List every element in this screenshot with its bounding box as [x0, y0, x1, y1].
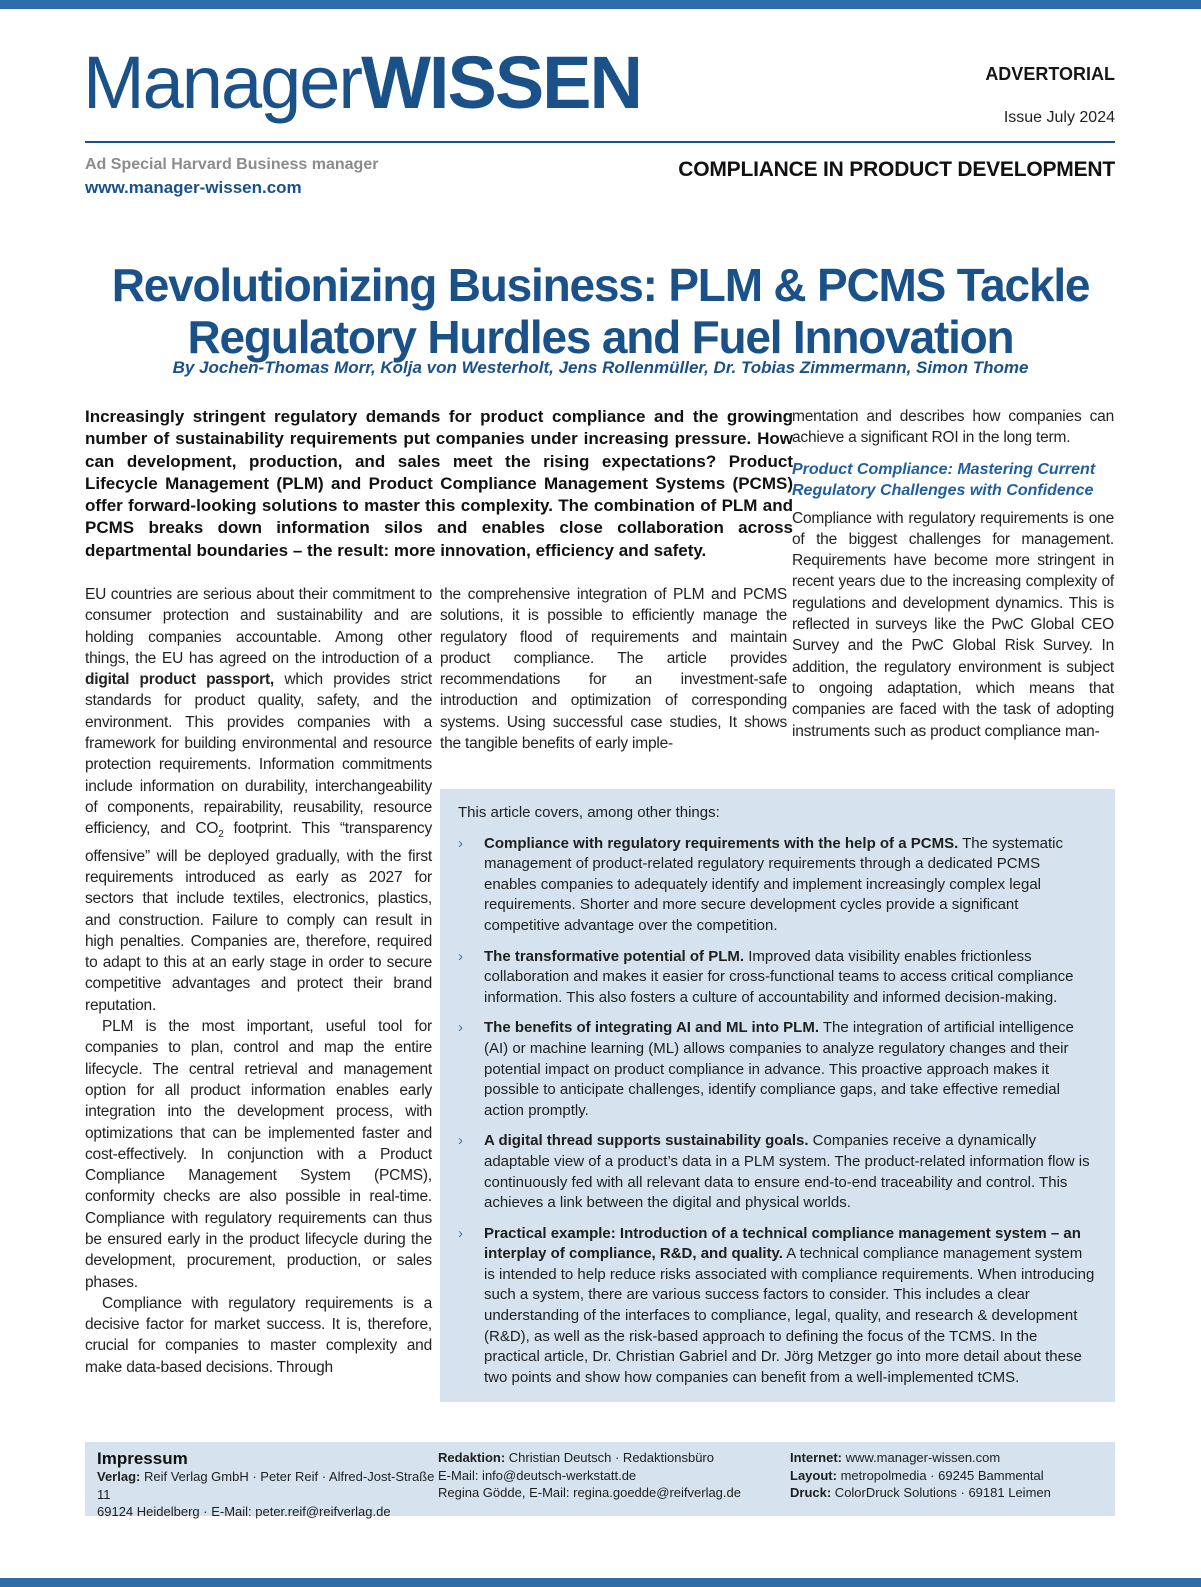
website-link[interactable]: www.manager-wissen.com — [85, 178, 302, 197]
impressum-line — [438, 1449, 790, 1467]
body-paragraph: mentation and describes how companies can achieve a significant ROI in the long term. — [792, 408, 1114, 447]
article-title — [0, 259, 1201, 363]
summary-box-intro: This article covers, among other things: — [458, 804, 720, 821]
intro-paragraph: Increasingly stringent regulatory demands for product compliance and the growing number of sustainability requirements put companies under increasing pressure. How can development, production, and sales meet the rising expectations? Product Lifecycle Management (PLM) and Product Compliance Management Systems (PCMS) offer forward-looking solutions to master this complexity. The combination of PLM and PCMS breaks down information silos and enables close collaboration across departmental boundaries – the result: more innovation, efficiency and safety. — [85, 407, 793, 560]
impressum-publisher-column — [97, 1449, 438, 1520]
list-item — [458, 947, 1095, 1009]
impressum-label: Druck: — [790, 1485, 832, 1501]
bullet-body: The systematic management of product-related regulatory requirements through a dedicated PCMS enables companies to adequately identify and implement increasingly complex legal requirements. Shorter and more secure development cycles provide a significant competitive advantage over the competition. — [484, 834, 1064, 934]
bullet-body: Companies receive a dynamically adaptable view of a product’s data in a PLM system. The product-related information flow is continuously fed with all relevant data to ensure end-to-end traceability and control. This achieves a link between the digital and physical worlds. — [484, 1132, 1090, 1212]
bullet-text — [484, 1131, 1095, 1213]
column-middle — [440, 584, 787, 754]
impressum-line — [790, 1449, 1103, 1467]
impressum-footer — [85, 1442, 1115, 1520]
logo-text-manager: Manager — [83, 41, 362, 124]
ad-special-label: Ad Special Harvard Business manager — [85, 156, 379, 173]
masthead-divider — [85, 141, 1115, 143]
impressum-value: www.manager-wissen.com — [842, 1450, 1001, 1465]
text-run: EU countries are serious about their commitment to consumer protection and sustainability and are holding companies accountable. Among other things, the EU has agreed on the introduction of a — [85, 586, 432, 667]
list-item — [458, 1224, 1095, 1389]
impressum-value: Christian Deutsch · Redaktionsbüro — [505, 1450, 714, 1465]
text-run: which provides strict standards for product quality, safety, and the environment. This provides companies with a framework for building environmental and resource protection requirements. Information commitments include information on durability, interchangeability of components, repairability, reusability, resource efficiency, and CO — [85, 671, 433, 838]
impressum-line: Regina Gödde, E-Mail: regina.goedde@reifverlag.de — [438, 1485, 741, 1501]
bullet-text — [484, 947, 1095, 1009]
impressum-line — [790, 1467, 1103, 1485]
impressum-heading: Impressum — [97, 1449, 188, 1468]
article-title-line1: Revolutionizing Business: PLM & PCMS Tackle — [111, 258, 1090, 311]
section-title: COMPLIANCE IN PRODUCT DEVELOPMENT — [678, 158, 1115, 181]
list-item — [458, 1131, 1095, 1213]
text-run-bold: digital product passport, — [85, 671, 275, 689]
bullet-marker: › — [458, 1132, 463, 1150]
impressum-value: metropolmedia · 69245 Bammental — [836, 1467, 1044, 1483]
bullet-marker: › — [458, 834, 463, 852]
impressum-line — [97, 1468, 438, 1503]
bullet-body: The integration of artificial intelligence (AI) or machine learning (ML) allows companies to analyze regulatory changes and their potential impact on product compliance in advance. This proactive approach makes it possible to anticipate challenges, identify compliance gaps, and take effective remedial action promptly. — [484, 1019, 1074, 1119]
byline: By Jochen-Thomas Morr, Kolja von Westerholt, Jens Rollenmüller, Dr. Tobias Zimmermann, Simon Thome — [172, 358, 1029, 377]
bullet-lead: Practical example: Introduction of a technical compliance management system – an interplay of compliance, R&D, and quality. — [484, 1224, 1081, 1263]
bullet-text — [484, 1224, 1095, 1389]
bullet-body: A technical compliance management system is intended to help reduce risks associated with compliance requirements. When introducing such a system, there are various success factors to consider. This includes a clear understanding of the interfaces to compliance, legal, quality, and research & development (R&D), as well as the risk-based approach to defining the focus of the TCMS. In the practical article, Dr. Christian Gabriel and Dr. Jörg Metzger go into more detail about these two points and show how companies can benefit from a well-implemented tCMS. — [484, 1245, 1095, 1386]
bullet-lead: The benefits of integrating AI and ML into PLM. — [484, 1019, 819, 1037]
section-subheading: Product Compliance: Mastering Current Regulatory Challenges with Confidence — [792, 460, 1096, 499]
subscript: 2 — [218, 829, 224, 841]
list-item — [458, 834, 1095, 937]
bullet-marker: › — [458, 947, 463, 965]
publication-logo — [83, 41, 641, 124]
body-paragraph — [85, 584, 432, 1016]
impressum-value: ColorDruck Solutions · 69181 Leimen — [831, 1485, 1051, 1501]
logo-text-wissen: WISSEN — [361, 41, 641, 124]
bullet-text — [484, 1018, 1095, 1121]
column-left — [85, 584, 432, 1378]
impressum-label: Internet: — [790, 1450, 842, 1465]
article-title-line2: Regulatory Hurdles and Fuel Innovation — [187, 310, 1014, 363]
bullet-lead: Compliance with regulatory requirements with the help of a PCMS. — [484, 834, 959, 852]
impressum-production-column — [790, 1449, 1103, 1509]
impressum-value: Reif Verlag GmbH · Peter Reif · Alfred-Jost-Straße 11 — [97, 1469, 435, 1502]
impressum-editorial-column — [438, 1449, 790, 1509]
advertorial-label: ADVERTORIAL — [985, 64, 1115, 84]
impressum-line: 69124 Heidelberg · E-Mail: peter.reif@reifverlag.de — [97, 1504, 391, 1520]
impressum-label: Redaktion: — [438, 1450, 506, 1465]
impressum-label: Layout: — [790, 1467, 837, 1483]
bullet-body: Improved data visibility enables frictionless collaboration and makes it easier for cross-functional teams to access critical compliance information. This also fosters a culture of accountability and informed decision-making. — [484, 947, 1074, 1006]
bullet-lead: The transformative potential of PLM. — [484, 947, 745, 965]
summary-bullet-list — [458, 834, 1095, 1389]
bullet-text — [484, 834, 1095, 937]
body-paragraph: Compliance with regulatory requirements is one of the biggest challenges for management. Requirements have become more stringent in recent years due to the increasing complexity of regulations and development dynamics. This is reflected in surveys like the PwC Global CEO Survey and the PwC Global Risk Survey. In addition, the regulatory environment is subject to ongoing adaptation, which means that companies are faced with the task of adopting instruments such as product compliance man- — [792, 509, 1114, 740]
body-paragraph: the comprehensive integration of PLM and PCMS solutions, it is possible to efficiently manage the regulatory flood of requirements and maintain product compliance. The article provides recommendations for an investment-safe introduction and optimization of corresponding systems. Using successful case studies, It shows the tangible benefits of early imple- — [440, 586, 787, 753]
bullet-marker: › — [458, 1224, 463, 1242]
body-paragraph: Compliance with regulatory requirements is a decisive factor for market success. It is, therefore, crucial for companies to master complexity and make data-based decisions. Through — [85, 1294, 432, 1376]
body-paragraph: PLM is the most important, useful tool for companies to plan, control and map the entire lifecycle. The central retrieval and management option for all product information enables early integration into the development process, with optimizations that can be implemented faster and cost-effectively. In conjunction with a Product Compliance Management System (PCMS), conformity checks are also possible in real-time. Compliance with regulatory requirements can thus be ensured early in the product lifecycle during the development, procurement, production, or sales phases. — [85, 1018, 432, 1291]
bullet-lead: A digital thread supports sustainability goals. — [484, 1132, 809, 1150]
list-item — [458, 1018, 1095, 1121]
top-accent-bar — [0, 0, 1201, 9]
impressum-label: Verlag: — [97, 1469, 141, 1484]
article-summary-box — [440, 789, 1115, 1402]
bottom-accent-bar — [0, 1578, 1201, 1587]
bullet-marker: › — [458, 1019, 463, 1037]
text-run: footprint. This “transparency offensive” will be deployed gradually, with the first requirements introduced as early as 2027 for sectors that include textiles, electronics, plastics, and construction. Failure to comply can result in high penalties. Companies are, therefore, required to adapt to this at an early stage in order to secure competitive advantages and protect their brand reputation. — [85, 820, 432, 1014]
impressum-line — [790, 1484, 1103, 1502]
impressum-line: E-Mail: info@deutsch-werkstatt.de — [438, 1467, 637, 1483]
issue-date: Issue July 2024 — [1003, 109, 1115, 126]
column-right — [792, 406, 1114, 742]
